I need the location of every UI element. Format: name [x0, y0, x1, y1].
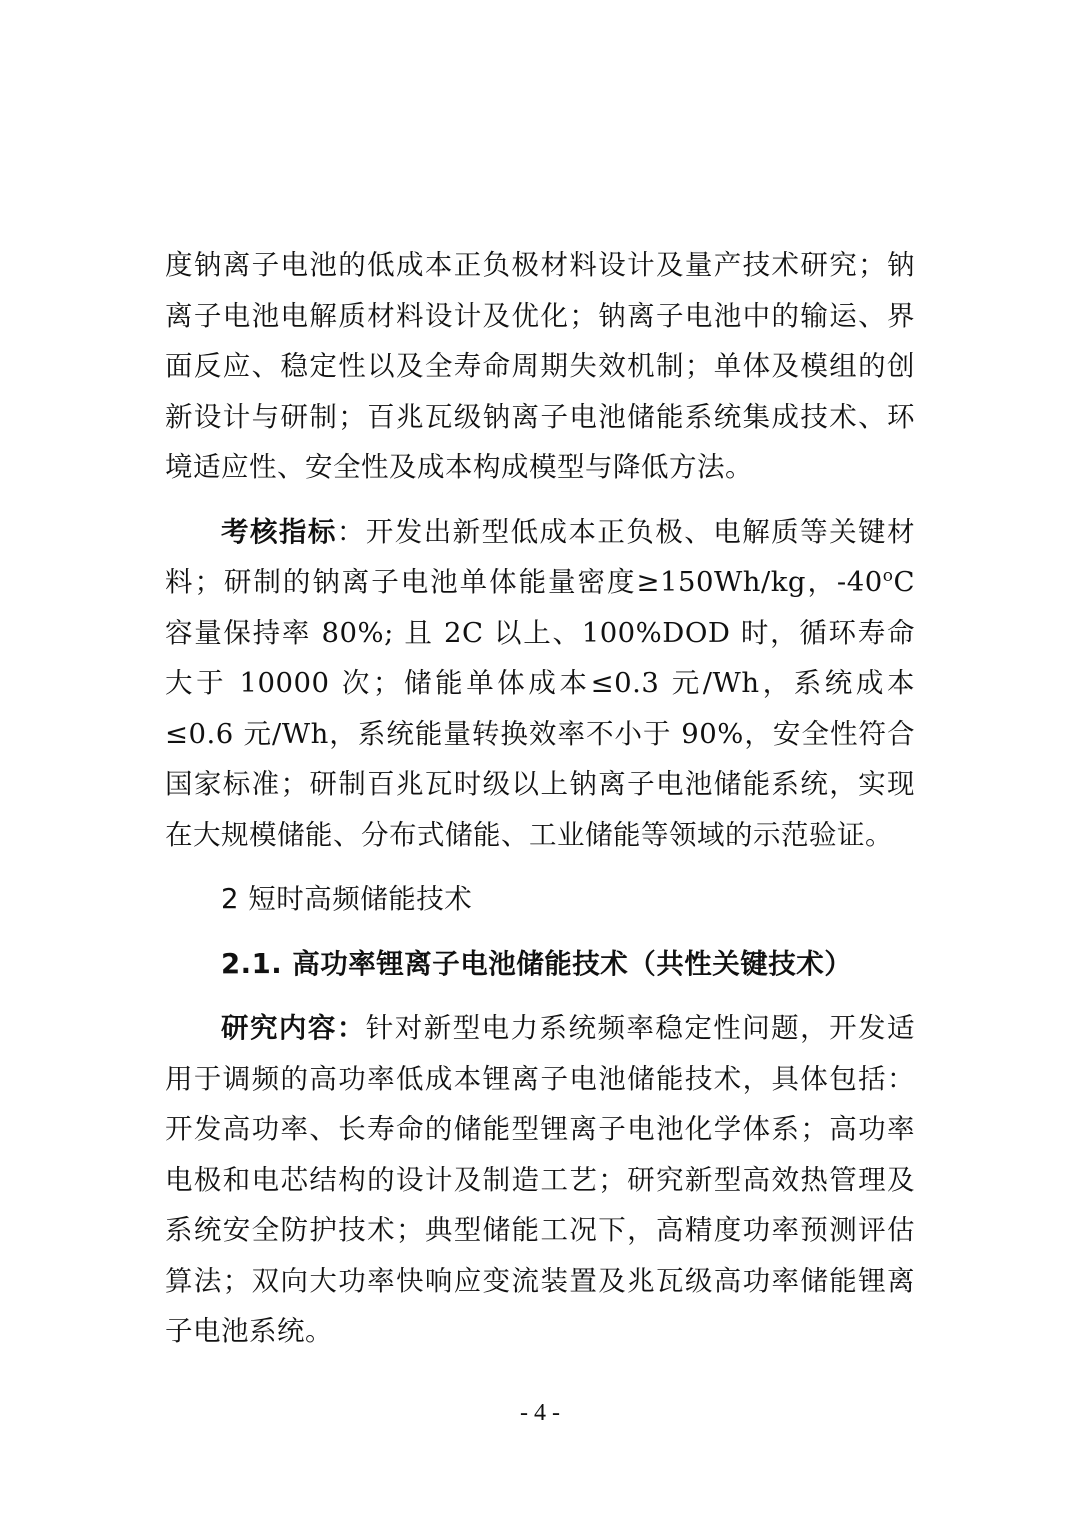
assessment-indicators-label: 考核指标	[221, 515, 337, 548]
page-number: - 4 -	[520, 1400, 560, 1426]
paragraph-continuation: 度钠离子电池的低成本正负极材料设计及量产技术研究；钠离子电池电解质材料设计及优化；钠离子电池中的输运、界面反应、稳定性以及全寿命周期失效机制；单体及模组的创新设计与研制；百兆瓦级钠离子电池储能系统集成技术、环境适应性、安全性及成本构成模型与降低方法。	[165, 249, 915, 483]
research-content-label: 研究内容：	[221, 1012, 366, 1044]
section-heading: 2 短时高频储能技术	[221, 883, 473, 915]
page-content	[165, 240, 915, 1357]
assessment-indicators-text-rest: C 容量保持率 80%; 且 2C 以上、100%DOD 时，循环寿命大于 10000 次；储能单体成本≤0.3 元/Wh，系统成本≤0.6 元/Wh，系统能量转换效率不小于 90%，安全性符合国家标准；研制百兆瓦时级以上钠离子电池储能系统，实现在大规模储能、分布式储能、工业储能等领域的示范验证。	[165, 566, 915, 851]
subsection-heading: 2.1. 高功率锂离子电池储能技术（共性关键技术）	[221, 947, 853, 980]
paragraph-assessment-indicators	[165, 507, 915, 861]
assessment-indicators-text: ：开发出新型低成本正负极、电解质等关键材料；研制的钠离子电池单体能量密度≥150Wh/kg，-40	[165, 515, 916, 598]
paragraph-research-content	[165, 1003, 915, 1357]
degree-superscript: o	[882, 565, 894, 586]
research-content-text: 针对新型电力系统频率稳定性问题，开发适用于调频的高功率低成本锂离子电池储能技术，具体包括：开发高功率、长寿命的储能型锂离子电池化学体系；高功率电极和电芯结构的设计及制造工艺；研究新型高效热管理及系统安全防护技术；典型储能工况下，高精度功率预测评估算法；双向大功率快响应变流装置及兆瓦级高功率储能锂离子电池系统。	[165, 1012, 916, 1347]
